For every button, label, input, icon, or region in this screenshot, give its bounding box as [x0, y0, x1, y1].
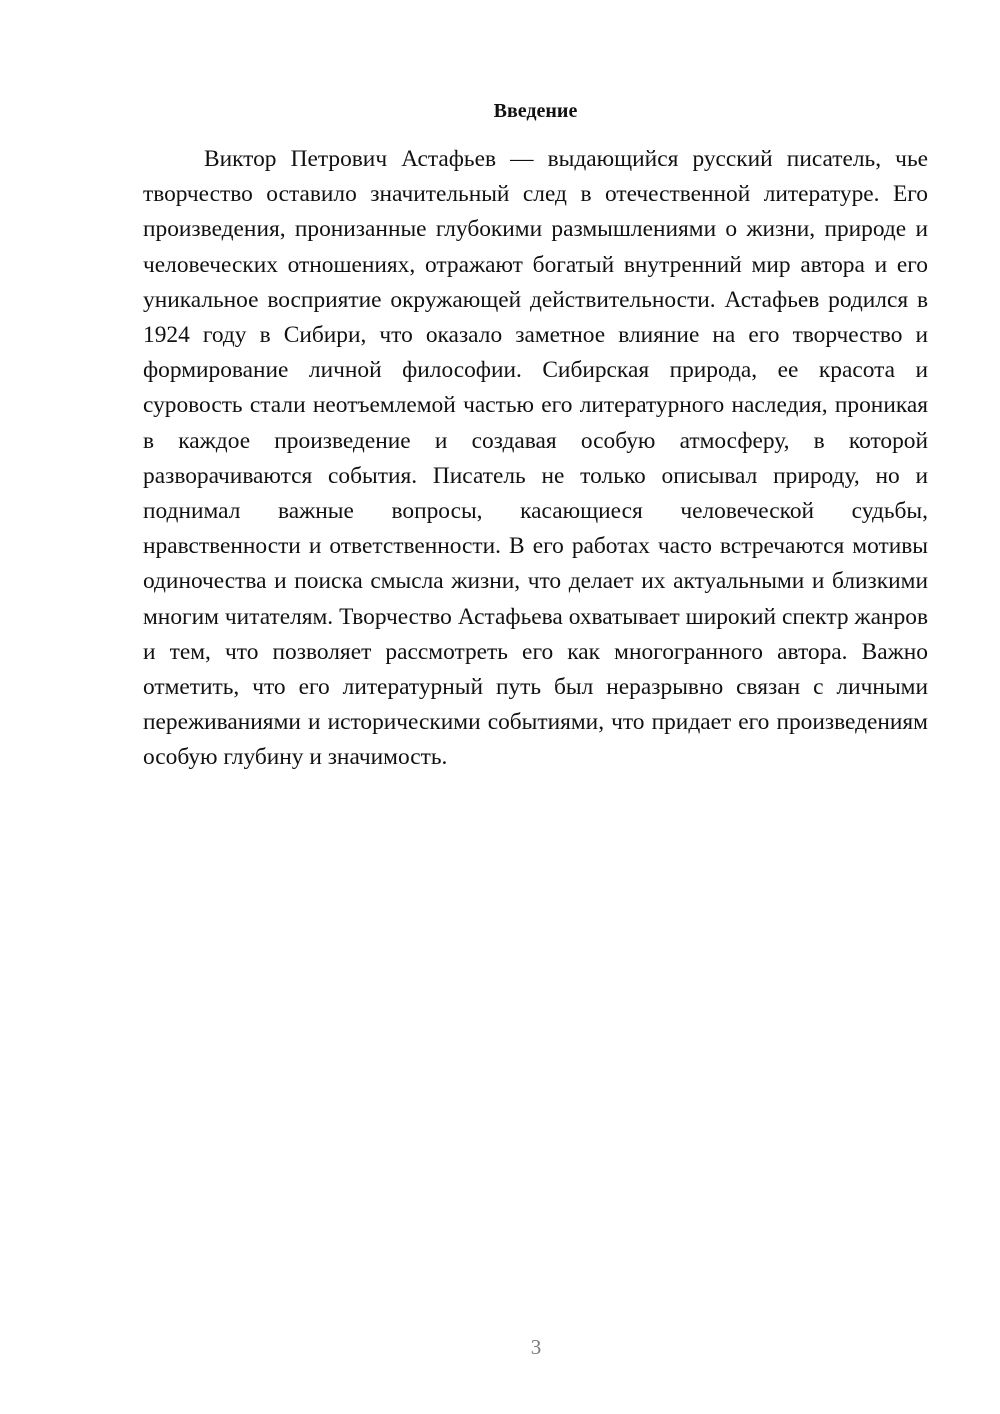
page-number: 3 [530, 1335, 542, 1359]
section-heading: Введение [493, 100, 578, 122]
body-paragraph: Виктор Петрович Астафьев — выдающийся русский писатель, чье творчество оставило значительный след в отечественной литературе. Его произведения, пронизанные глубокими размышлениями о жизни, природе и человеческих отношениях, отражают богатый внутренний мир автора и его уникальное восприятие окружающей действительности. Астафьев родился в 1924 году в Сибири, что оказало заметное влияние на его творчество и формирование личной философии. Сибирская природа, ее красота и суровость стали неотъемлемой частью его литературного наследия, проникая в каждое произведение и создавая особую атмосферу, в которой разворачиваются события. Писатель не только описывал природу, но и поднимал важные вопросы, касающиеся человеческой судьбы, нравственности и ответственности. В его работах часто встречаются мотивы одиночества и поиска смысла жизни, что делает их актуальными и близкими многим читателям. Творчество Астафьева охватывает широкий спектр жанров и тем, что позволяет рассмотреть его как многогранного автора. Важно отметить, что его литературный путь был неразрывно связан с личными переживаниями и историческими событиями, что придает его произведениям особую глубину и значимость. [143, 146, 928, 771]
